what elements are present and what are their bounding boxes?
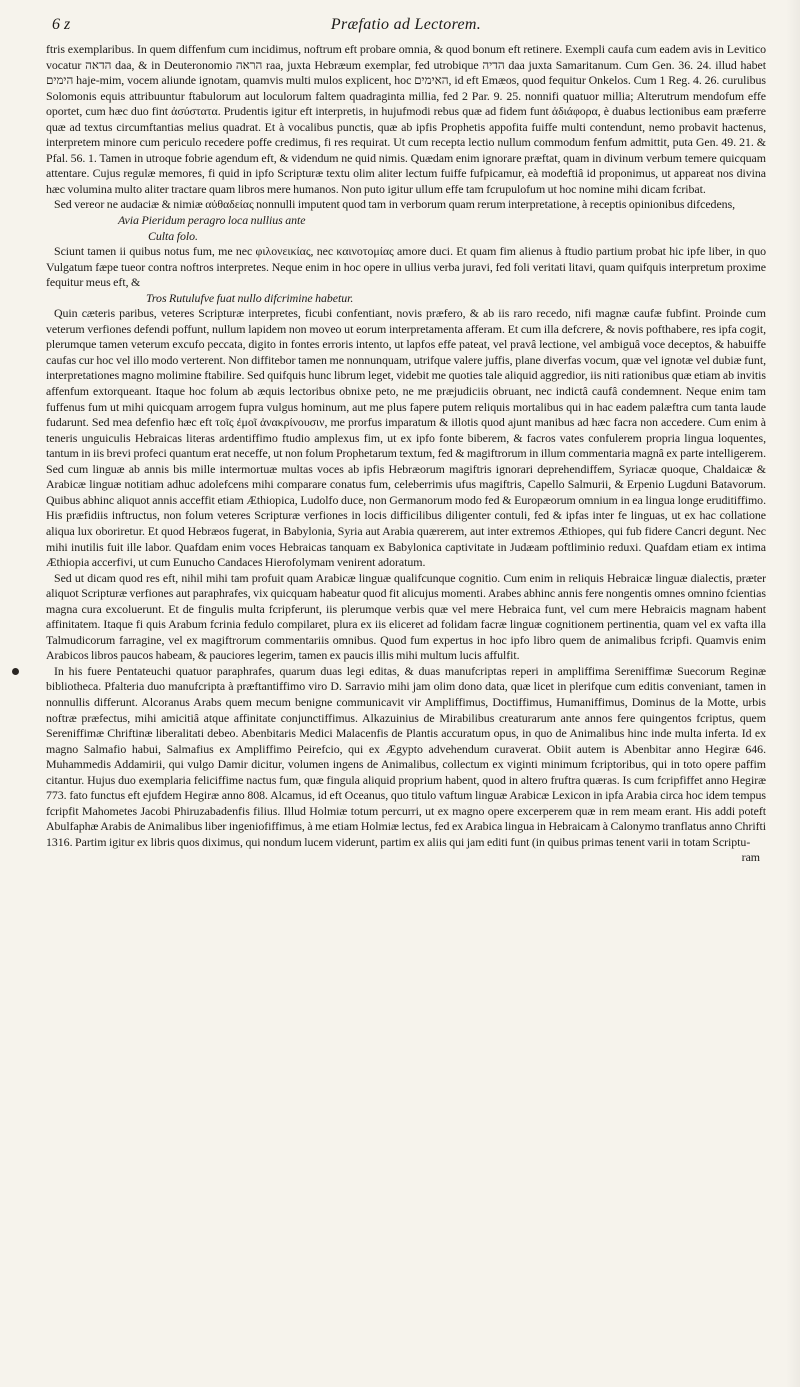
paragraph-4: Quin cæteris paribus, veteres Scripturæ interpretes, ficubi confentiant, novis præfero, & ab iis raro recedo, nifi magnæ caufæ fubfint. Proinde cum veterum verfiones defendi poffunt, nullum lapidem non moveo ut eorum interpretamenta afferam. Et cum illa defcrere, & novis pofthabere, res ipfa cogit, plerumque tamen veterum excufo peccata, digito in fontes erroris intento, ut lapfos effe pateat, vel pravâ lectione, vel ambiguâ voce deceptos, & habuiffe caufas cur hoc vel illo modo verterent. Non diffitebor tamen me nonnunquam, utrifque valere juffis, plane diverfas vocum, quæ vel ignotæ vel dubiæ funt, interpretationes magno molimine ftabilire. Sed quifquis hunc librum leget, videbit me quoties tale aliquid aggredior, iis niti rationibus quæ etiam ab invitis affenfum extorqueant. Itaque hoc folum ab æquis lectoribus obnixe peto, ne me præjudiciis obruant, nec indictâ caufâ condemnent. Neque enim tam fuffenus fum ut mihi quicquam arrogem fupra vulgus hominum, aut me plus fapere putem reliquis mortalibus qui in hac eadem palæftra cum tanta laude fudarunt. Sed mea defenfio hæc eft τοῖς ἐμοῖ ἀνακρίνουσιν, me prorfus imparatum & illotis quod ajunt manibus ad hæc facra non accedere. Cum enim à teneris unguiculis Hebraicas literas ardentiffimo ftudio amplexus fim, ut ex ipfo fonte biberem, & facros vates confulerem propria lingua loquentes, tantum in iis brevi profeci quantum erat neceffe, ut non folum Prophetarum textum, fed & magiftrorum in illum commentaria magnâ ex parte intelligerem. Sed cum linguæ ab annis bis mille intermortuæ multas voces ab ipfis Hebræorum magiftris ignorari deprehendiffem, Syriacæ quoque, Chaldaicæ & Arabicæ linguæ notitiam adhuc adolefcens mihi comparare conatus fum, celeberrimis ufus magiftris, Capello Salmurii, & Erpenio Lugduni Batavorum. Quibus abhinc aliquot annis acceffit etiam Æthiopica, Ludolfo duce, non Germanorum modo fed & Europæorum omnium in ea lingua longe eruditiffimo. His præfidiis inftructus, non folum veteres Scripturæ verfiones in locis difficilibus diligenter contuli, fed & ipfas inter fe linguas, ut ex hac collatione aliqua lux oboriretur. Et quod Hebræos fugerat, in Babylonia, Syria aut Arabia quærerem, aut inter extremos Æthiopes, qui fub fidere Cancri degunt. Nec mihi inutilis fuit ille labor. Quafdam enim voces Hebraicas tanquam ex Babylonica captivitate in Judæam poftliminio reduxi. Quafdam etiam ex intima Æthiopia accerfivi, ut cum Eunucho Candaces Hierofolymam venirent adoratum. bbox=[46, 306, 766, 570]
page-header bbox=[46, 16, 766, 40]
paragraph-5: Sed ut dicam quod res eft, nihil mihi tam profuit quam Arabicæ linguæ qualifcunque cognitio. Cum enim in reliquis Hebraicæ linguæ dialectis, præter aliquot Scripturæ verfiones aut paraphrafes, vix quicquam habeatur quod fit alicujus momenti. Arabes abhinc annis fere nongentis omnes omnino fcientias magna cura excoluerunt. Et de fingulis multa fcripferunt, iis plerumque verbis quæ vel mere Hebraica funt, vel cum mere Hebraicis magnam habent affinitatem. Itaque fi quis Arabum fcrinia fedulo compilaret, plura ex iis eliceret ad folidam facræ linguæ cognitionem pertinentia, quam vel ex vafta illa Talmudicorum farragine, vel ex magiftrorum commentariis omnibus. Quod fum expertus in hoc ipfo libro quem de animalibus fcripfi. Quamvis enim Arabicos libros paucos habeam, & pauciores legerim, tamen ex paucis illis mihi multum lucis affulfit. bbox=[46, 570, 766, 663]
catchword: ram bbox=[741, 850, 760, 865]
paragraph-2: Sed vereor ne audaciæ & nimiæ αὐθαδείας nonnulli imputent quod tam in verborum quam rerum interpretatione, à receptis opinionibus difcedens, bbox=[54, 197, 736, 212]
running-title: Præfatio ad Lectorem. bbox=[330, 16, 482, 33]
page-edge-shadow bbox=[786, 0, 800, 1387]
body-text bbox=[46, 42, 766, 866]
ink-blot bbox=[12, 668, 19, 675]
paragraph-1: ftris exemplaribus. In quem diffenfum cum incidimus, noftrum eft probare omnia, & quod bonum eft retinere. Exempli caufa cum eadem avis in Levitico vocatur הדאה daa, & in Deuteronomio הראה raa, juxta Hebræum exemplar, fed utrobique הדיה daa juxta Samaritanum. Cum Gen. 36. 24. illud habet הימים haje-mim, vocem aliunde ignotam, quamvis multi mulos explicent, hoc האימים, id eft Emæos, quod fequitur Onkelos. Cum 1 Reg. 4. 26. curulibus Solomonis equis attribuuntur ftabulorum aut loculorum faltem quadraginta millia, fed 2 Par. 9. 25. nonnifi quatuor millia; Alterutrum mendofum effe oportet, cum hæc duo fint ἀσύστατα. Prudentis igitur eft interpretis, in hujufmodi rebus quæ ad fidem funt ἀδιάφορα, è duabus lectionibus eam præferre quæ ad textus circumftantias melius quadrat. Et à vocalibus punctis, quæ ab ipfis Prophetis appofita fuiffe multi contendunt, nemo probavit hactenus, interpretem minore cum periculo recedere poffe credimus, fi res requirat. Ut cum recepta lectio nullum commodum fenfum admittit, puta Gen. 49. 21. & Pfal. 56. 1. Tamen in utroque fobrie agendum eft, & videndum ne quid nimis. Quædam enim ignorare præftat, quam in divinum verbum temere quicquam attentare. Cujus regulæ memores, fi quid in ipfo Scripturæ textu olim aliter lectum fuiffe fufpicamur, eà modeftiâ id proponimus, ut appareat nos divina hæc volumina multo aliter tractare quam libros mere humanos. Non puto igitur ullum effe tam fcrupulofum ut hoc nomine mihi dicam fcribat. bbox=[46, 42, 767, 196]
paragraph-3: Sciunt tamen ii quibus notus fum, me nec φιλονεικίας, nec καινοτομίας amore duci. Et quam fim alienus à ftudio partium probat hic ipfe liber, in quo Vulgatum fæpe tueor contra noftros interpretes. Neque enim in hoc opere in ullius verba juravi, fed foli veritati litavi, quam quifquis interpretum proxime fequitur meus eft, & bbox=[46, 244, 766, 290]
verse-line-1: Avia Pieridum peragro loca nullius ante bbox=[118, 213, 306, 228]
paragraph-6: In his fuere Pentateuchi quatuor paraphrafes, quarum duas legi editas, & duas manufcriptas reperi in ampliffima Sereniffimæ Suecorum Reginæ bibliotheca. Pfalteria duo manufcripta à præftantiffimo viro D. Sarravio mihi jam olim dono data, quæ licet in plerifque cum editis conveniant, tamen in nonnullis differunt. Alcoranus Arabs quem mecum benigne communicavit vir Ampliffimus, Doctiffimus, Humaniffimus, Dominus de la Motte, urbis noftræ præfectus, mihi amicitiâ atque affinitate conjunctiffimus. Alkazuinius de Mirabilibus creaturarum ante annos fere quingentos fcriptus, quem Sereniffimæ Chriftinæ liberalitati debeo. Abenbitaris Medici Malacenfis de Plantis accuratum opus, in quo de Animalibus hinc inde multa inferta. Id ex magno Salmafio habui, Salmafius ex Ampliffimo Peirefcio, qui ex Ægypto advehendum curaverat. Obiit autem is Abenbitar anno Hegiræ 646. Muhammedis Addamirii, qui vulgo Damir dicitur, volumen ingens de Animalibus, collectum ex viginti minimum fcriptoribus, qui in toto opere paffim citantur. Hujus duo exemplaria feliciffime nactus fum, quæ fingula aliquid proprium habent, quod in altero fruftra quæras. Is cum fcripfiffet anno Hegiræ 773. fato functus eft ejufdem Hegiræ anno 808. Alcamus, id eft Oceanus, quo titulo vaftum linguæ Arabicæ Lexicon in ipfa Arabia circa hoc idem tempus fcripfit Mahometes Jacobi Phiruzabadenfis filius. Illud Holmiæ totum percurri, ut ex magno opere excerperem quæ in rem meam erant. His addi poteft Abulfaphæ Arabis de Animalibus liber ingeniofiffimus, à me etiam Holmiæ lectus, fed ex Arabica lingua in Hebraicam à Calonymo tranflatus anno Chrifti 1316. Partim igitur ex libris quos diximus, qui nondum lucem viderunt, partim ex aliis qui jam editi funt (in quibus primas tenent varii in totam Scriptu- bbox=[46, 663, 766, 849]
page-number: 6 z bbox=[52, 16, 71, 33]
verse-line-2: Culta folo. bbox=[148, 228, 198, 243]
verse-line-3: Tros Rutulufve fuat nullo difcrimine habetur. bbox=[146, 290, 354, 305]
